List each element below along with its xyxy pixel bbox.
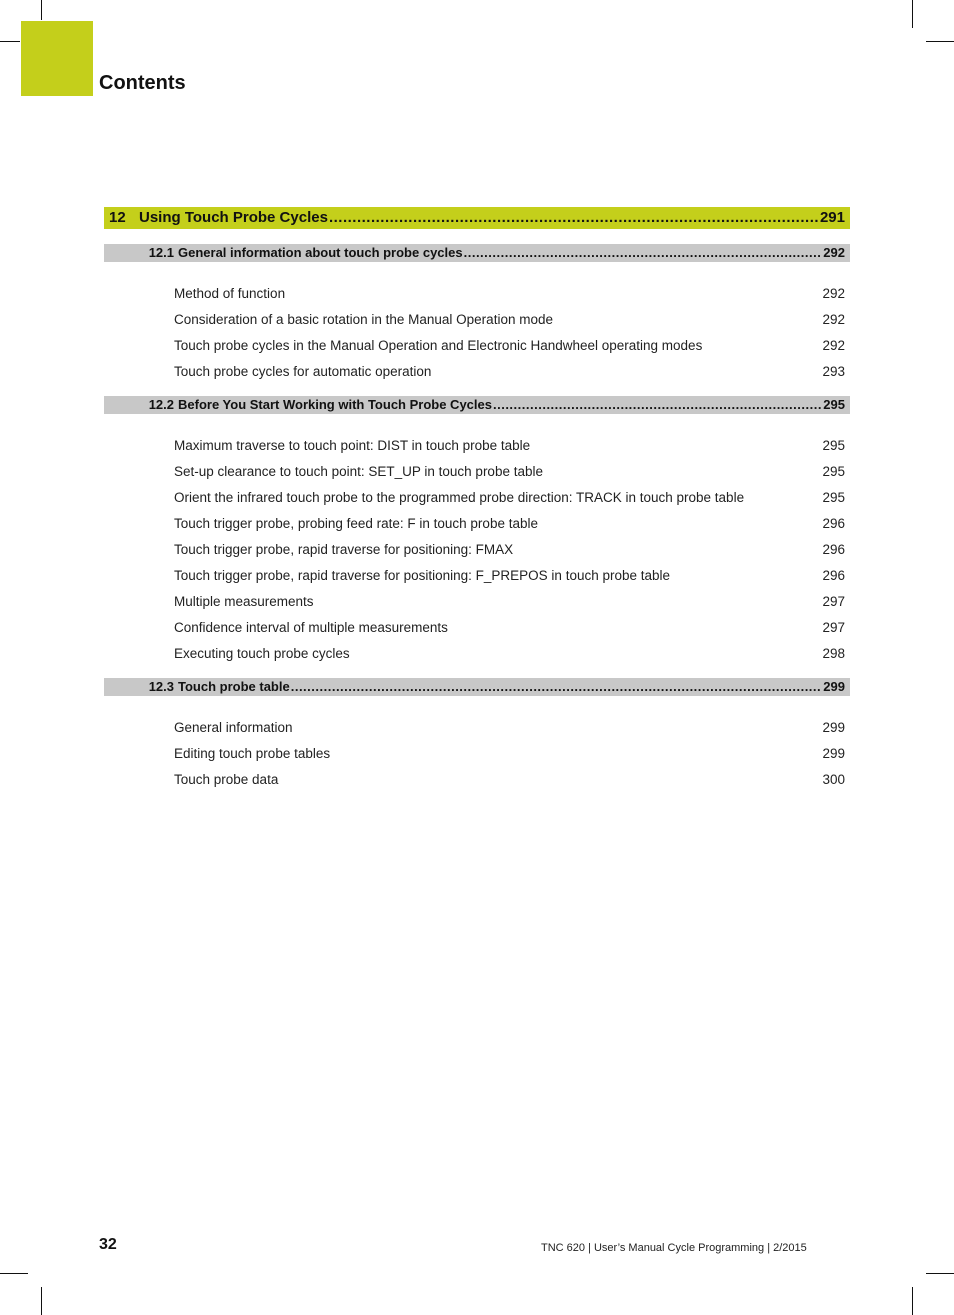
entry-page: 299 [822, 746, 845, 761]
entry-page: 297 [822, 620, 845, 635]
entry-title: Maximum traverse to touch point: DIST in touch probe table [174, 438, 531, 453]
toc-entry-row[interactable] [104, 615, 850, 641]
toc-entry-row[interactable] [104, 485, 850, 511]
table-of-contents [104, 207, 850, 793]
entry-title: Editing touch probe tables [174, 746, 331, 761]
entry-title: Multiple measurements [174, 594, 314, 609]
entry-title: Touch probe cycles in the Manual Operation and Electronic Handwheel operating modes [174, 338, 703, 353]
toc-entry-row[interactable] [104, 537, 850, 563]
page-number: 32 [99, 1236, 117, 1253]
toc-entry-row[interactable] [104, 333, 850, 359]
leader-dots [279, 771, 821, 785]
section-spacer [104, 385, 850, 396]
leader-dots [329, 207, 819, 222]
toc-entry-row[interactable] [104, 767, 850, 793]
entry-page: 293 [822, 364, 845, 379]
section-spacer [104, 667, 850, 678]
crop-mark [0, 1273, 28, 1274]
toc-section-row[interactable] [104, 396, 850, 414]
section-page: 292 [823, 245, 845, 260]
crop-mark [926, 41, 954, 42]
entry-title: Confidence interval of multiple measurements [174, 620, 448, 635]
leader-dots [703, 337, 821, 351]
leader-dots [531, 437, 821, 451]
leader-dots [449, 619, 822, 633]
entry-page: 297 [822, 594, 845, 609]
crop-mark [0, 41, 20, 42]
toc-entry-row[interactable] [104, 741, 850, 767]
leader-dots [464, 244, 823, 257]
entry-page: 296 [822, 516, 845, 531]
entry-title: Orient the infrared touch probe to the programmed probe direction: TRACK in touch probe table [174, 490, 745, 505]
crop-mark [926, 1273, 954, 1274]
entry-title: Touch trigger probe, probing feed rate: F in touch probe table [174, 516, 538, 531]
leader-dots [554, 311, 821, 325]
section-number: 12.1 [148, 245, 174, 260]
chapter-title: Using Touch Probe Cycles [139, 209, 328, 226]
section-number: 12.3 [148, 679, 174, 694]
chapter-page: 291 [819, 209, 845, 226]
chapter-color-tab [21, 21, 93, 96]
entry-page: 292 [822, 338, 845, 353]
entry-page: 296 [822, 568, 845, 583]
section-title: Before You Start Working with Touch Probe Cycles [178, 397, 492, 412]
leader-dots [514, 541, 821, 555]
leader-dots [291, 678, 823, 691]
entry-page: 292 [822, 312, 845, 327]
entry-title: Touch trigger probe, rapid traverse for positioning: FMAX [174, 542, 514, 557]
toc-entry-row[interactable] [104, 433, 850, 459]
chapter-number: 12 [109, 209, 126, 226]
entry-title: Touch probe cycles for automatic operation [174, 364, 432, 379]
section-page: 299 [823, 679, 845, 694]
entry-title: Executing touch probe cycles [174, 646, 350, 661]
leader-dots [493, 396, 822, 409]
section-number: 12.2 [148, 397, 174, 412]
toc-section-row[interactable] [104, 244, 850, 262]
toc-entry-row[interactable] [104, 511, 850, 537]
entry-page: 292 [822, 286, 845, 301]
toc-entry-row[interactable] [104, 459, 850, 485]
leader-dots [671, 567, 821, 581]
crop-mark [912, 1287, 913, 1315]
page-title: Contents [99, 72, 186, 94]
leader-dots [294, 719, 822, 733]
entry-title: Consideration of a basic rotation in the Manual Operation mode [174, 312, 553, 327]
entry-title: Touch probe data [174, 772, 279, 787]
entry-page: 295 [822, 464, 845, 479]
entry-title: Touch trigger probe, rapid traverse for positioning: F_PREPOS in touch probe table [174, 568, 671, 583]
footer-text: TNC 620 | User’s Manual Cycle Programming | 2/2015 [541, 1242, 807, 1254]
toc-entry-row[interactable] [104, 589, 850, 615]
leader-dots [286, 285, 821, 299]
entry-title: Method of function [174, 286, 286, 301]
leader-dots [315, 593, 822, 607]
toc-entry-row[interactable] [104, 359, 850, 385]
entry-page: 295 [822, 490, 845, 505]
entry-page: 300 [822, 772, 845, 787]
section-title: Touch probe table [178, 679, 290, 694]
entry-title: Set-up clearance to touch point: SET_UP in touch probe table [174, 464, 543, 479]
toc-entry-row[interactable] [104, 563, 850, 589]
entry-page: 298 [822, 646, 845, 661]
section-title: General information about touch probe cycles [178, 245, 463, 260]
leader-dots [539, 515, 821, 529]
leader-dots [432, 363, 821, 377]
leader-dots [351, 645, 822, 659]
leader-dots [331, 745, 821, 759]
toc-entry-row[interactable] [104, 281, 850, 307]
leader-dots [544, 463, 821, 477]
toc-entry-row[interactable] [104, 307, 850, 333]
crop-mark [41, 0, 42, 20]
crop-mark [41, 1287, 42, 1315]
section-page: 295 [823, 397, 845, 412]
entry-page: 299 [822, 720, 845, 735]
toc-entry-row[interactable] [104, 641, 850, 667]
toc-section-row[interactable] [104, 678, 850, 696]
entry-title: General information [174, 720, 293, 735]
crop-mark [912, 0, 913, 28]
toc-entry-row[interactable] [104, 715, 850, 741]
toc-sections [104, 244, 850, 793]
leader-dots [745, 489, 821, 503]
entry-page: 295 [822, 438, 845, 453]
toc-chapter-row[interactable] [104, 207, 850, 229]
entry-page: 296 [822, 542, 845, 557]
